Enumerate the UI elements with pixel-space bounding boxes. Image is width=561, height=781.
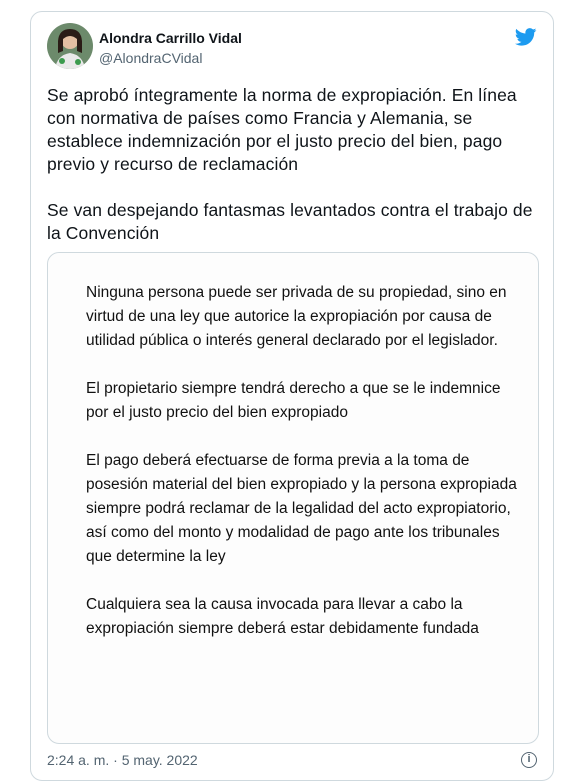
tweet-card[interactable] (30, 11, 554, 781)
timestamp[interactable]: 2:24 a. m. · 5 may. 2022 (47, 752, 198, 768)
twitter-bird-icon[interactable] (515, 28, 537, 46)
author-handle[interactable]: @AlondraCVidal (99, 50, 203, 66)
image-text (86, 281, 518, 641)
info-icon[interactable]: i (521, 752, 537, 768)
tweet-paragraph: Se van despejando fantasmas levantados contra el trabajo de la Convención (47, 200, 533, 243)
image-paragraph: El pago deberá efectuarse de forma previa a la toma de posesión material del bien expropiado y la persona expropiada siempre podrá reclamar de la legalidad del acto expropiatorio, así como del monto y modalidad de pago ante los tribunales que determine la ley (86, 452, 517, 565)
image-paragraph: El propietario siempre tendrá derecho a que se le indemnice por el justo precio del bien expropiado (86, 380, 501, 421)
author-name[interactable]: Alondra Carrillo Vidal (99, 30, 242, 46)
tweet-paragraph: Se aprobó íntegramente la norma de expropiación. En línea con normativa de países como Francia y Alemania, se establece indemnización por el justo precio del bien, pago previo y recurso de reclamación (47, 85, 517, 174)
image-paragraph: Ninguna persona puede ser privada de su propiedad, sino en virtud de una ley que autorice la expropiación por causa de utilidad pública o interés general declarado por el legislador. (86, 284, 507, 349)
tweet-text (47, 84, 543, 245)
avatar[interactable] (47, 23, 93, 69)
image-paragraph: Cualquiera sea la causa invocada para llevar a cabo la expropiación siempre deberá estar debidamente fundada (86, 596, 479, 637)
attached-image[interactable] (47, 252, 539, 744)
